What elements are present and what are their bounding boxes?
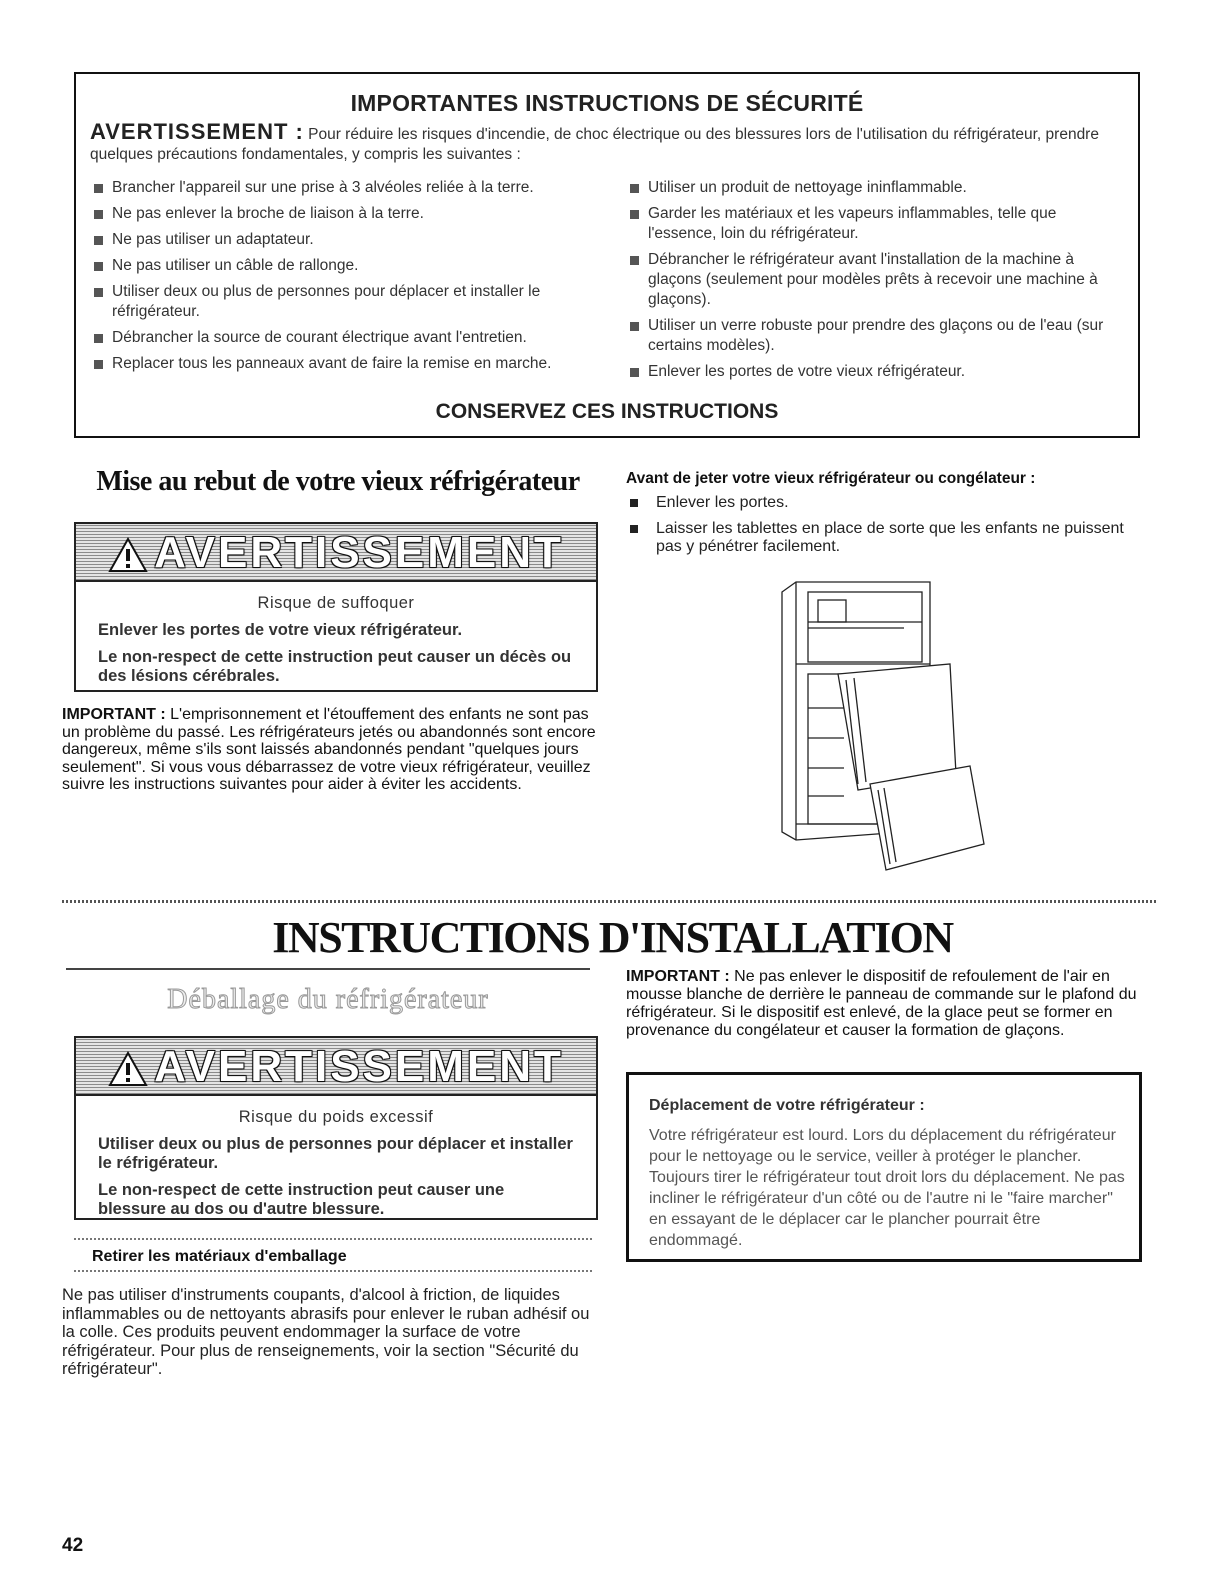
disposal-important-paragraph (62, 706, 602, 794)
important-text: L'emprisonnement et l'étouffement des enfants ne sont pas un problème du passé. Les réfrigérateurs jetés ou abandonnés sont encore dangereux, même s'ils sont laissés abandonnés pendant "quelques jours seulement". Si vous vous débarrassez de votre vieux réfrigérateur, veuillez suivre les instructions suivantes pour aider à éviter les accidents. (62, 706, 596, 793)
list-item: Débrancher la source de courant électrique avant l'entretien. (90, 328, 610, 348)
list-item: Replacer tous les panneaux avant de faire la remise en marche. (90, 354, 610, 374)
warning-band (76, 524, 596, 582)
bullet-icon (94, 288, 103, 297)
warning-subtitle: Risque de suffoquer (257, 594, 415, 612)
list-item: Brancher l'appareil sur une prise à 3 alvéoles reliée à la terre. (90, 178, 610, 198)
bullet-icon (94, 360, 103, 369)
bullet-icon (630, 256, 639, 265)
suffocation-warning-box (74, 522, 598, 692)
moving-title: Déplacement de votre réfrigérateur : (649, 1097, 925, 1114)
important-text: Ne pas enlever le dispositif de refoulement de l'air en mousse blanche de derrière le panneau de commande sur le plafond du réfrigérateur. Si le dispositif est enlevé, de la glace peut se former en provenance du congélateur et causer la formation de glaçons. (626, 968, 1137, 1039)
warning-lead: AVERTISSEMENT : (90, 119, 304, 144)
warning-triangle-icon (108, 1051, 148, 1087)
warning-body (76, 584, 596, 690)
list-item: Ne pas utiliser un adaptateur. (90, 230, 610, 250)
disposal-right-list (626, 494, 1136, 564)
warning-line: Le non-respect de cette instruction peut causer une blessure au dos ou d'autre blessure. (98, 1181, 505, 1218)
page-number: 42 (62, 1535, 84, 1556)
install-title: INSTRUCTIONS D'INSTALLATION (272, 913, 953, 962)
bullet-icon (94, 236, 103, 245)
warning-subtitle: Risque du poids excessif (238, 1108, 434, 1126)
refrigerator-doors-removed-illustration (774, 578, 990, 878)
bullet-icon (94, 262, 103, 271)
weight-warning-box (74, 1036, 598, 1220)
bullet-icon (94, 184, 103, 193)
bullet-icon (94, 210, 103, 219)
list-item: Enlever les portes. (626, 494, 1136, 512)
section-rule (66, 968, 590, 970)
warning-line: Enlever les portes de votre vieux réfrigérateur. (98, 621, 463, 639)
remove-packaging-text: Ne pas utiliser d'instruments coupants, d'alcool à friction, de liquides inflammables ou de nettoyants abrasifs pour enlever le ruban adhésif ou la colle. Ces produits peuvent endommager la surface de votre réfrigérateur. Pour plus de renseignements, voir la section "Sécurité du réfrigérateur". (62, 1286, 590, 1378)
list-item: Ne pas utiliser un câble de rallonge. (90, 256, 610, 276)
list-item: Utiliser deux ou plus de personnes pour déplacer et installer le réfrigérateur. (90, 282, 610, 322)
unpack-title: Déballage du réfrigérateur (167, 984, 489, 1015)
dotted-rule (74, 1238, 594, 1240)
warning-band (76, 1038, 596, 1096)
bullet-icon (630, 368, 639, 377)
list-item: Ne pas enlever la broche de liaison à la terre. (90, 204, 610, 224)
dotted-rule (74, 1270, 594, 1272)
list-item: Utiliser un produit de nettoyage ininflammable. (626, 178, 1126, 198)
warning-triangle-icon (108, 537, 148, 573)
remove-packaging-title: Retirer les matériaux d'emballage (92, 1248, 347, 1265)
install-important-paragraph (626, 968, 1146, 1040)
safety-intro (90, 119, 1124, 165)
warning-label: AVERTISSEMENT (76, 528, 596, 578)
warning-line: Utiliser deux ou plus de personnes pour déplacer et installer le réfrigérateur. (98, 1135, 573, 1172)
bullet-icon (630, 525, 638, 533)
list-item: Garder les matériaux et les vapeurs inflammables, telle que l'essence, loin du réfrigérateur. (626, 204, 1126, 244)
warning-body (76, 1098, 596, 1218)
list-item: Utiliser un verre robuste pour prendre des glaçons ou de l'eau (sur certains modèles). (626, 316, 1126, 356)
list-item: Enlever les portes de votre vieux réfrigérateur. (626, 362, 1126, 382)
safety-intro-text: Pour réduire les risques d'incendie, de choc électrique ou des blessures lors de l'utilisation du réfrigérateur, prendre quelques précautions fondamentales, y compris les suivantes : (90, 126, 1099, 163)
safety-title: IMPORTANTES INSTRUCTIONS DE SÉCURITÉ (350, 90, 864, 116)
bullet-icon (630, 322, 639, 331)
bullet-icon (94, 334, 103, 343)
list-item: Laisser les tablettes en place de sorte que les enfants ne puissent pas y pénétrer facilement. (626, 520, 1136, 556)
moving-refrigerator-box (626, 1072, 1142, 1262)
bullet-icon (630, 499, 638, 507)
safety-instructions-box (74, 72, 1140, 438)
safety-list-left (90, 178, 610, 380)
warning-line: Le non-respect de cette instruction peut causer un décès ou des lésions cérébrales. (98, 648, 572, 685)
bullet-icon (630, 210, 639, 219)
list-item: Débrancher le réfrigérateur avant l'installation de la machine à glaçons (seulement pour modèles prêts à recevoir une machine à glaçons). (626, 250, 1126, 310)
disposal-right-heading: Avant de jeter votre vieux réfrigérateur ou congélateur : (626, 470, 1036, 487)
warning-label: AVERTISSEMENT (76, 1042, 596, 1092)
important-label: IMPORTANT : (626, 968, 730, 985)
safety-footer: CONSERVEZ CES INSTRUCTIONS (435, 400, 779, 423)
safety-list-right (626, 178, 1126, 388)
section-divider (62, 900, 1157, 903)
moving-text: Votre réfrigérateur est lourd. Lors du déplacement du réfrigérateur pour le nettoyage ou le service, veiller à protéger le plancher. Toujours tirer le réfrigérateur tout droit lors du déplacement. Ne pas incliner le réfrigérateur d'un côté ou de l'autre ni le "faire marcher" en essayant de le déplacer car le plancher pourrait être endommagé. (649, 1127, 1125, 1249)
disposal-title: Mise au rebut de votre vieux réfrigérateur (96, 466, 580, 497)
important-label: IMPORTANT : (62, 706, 166, 723)
bullet-icon (630, 184, 639, 193)
